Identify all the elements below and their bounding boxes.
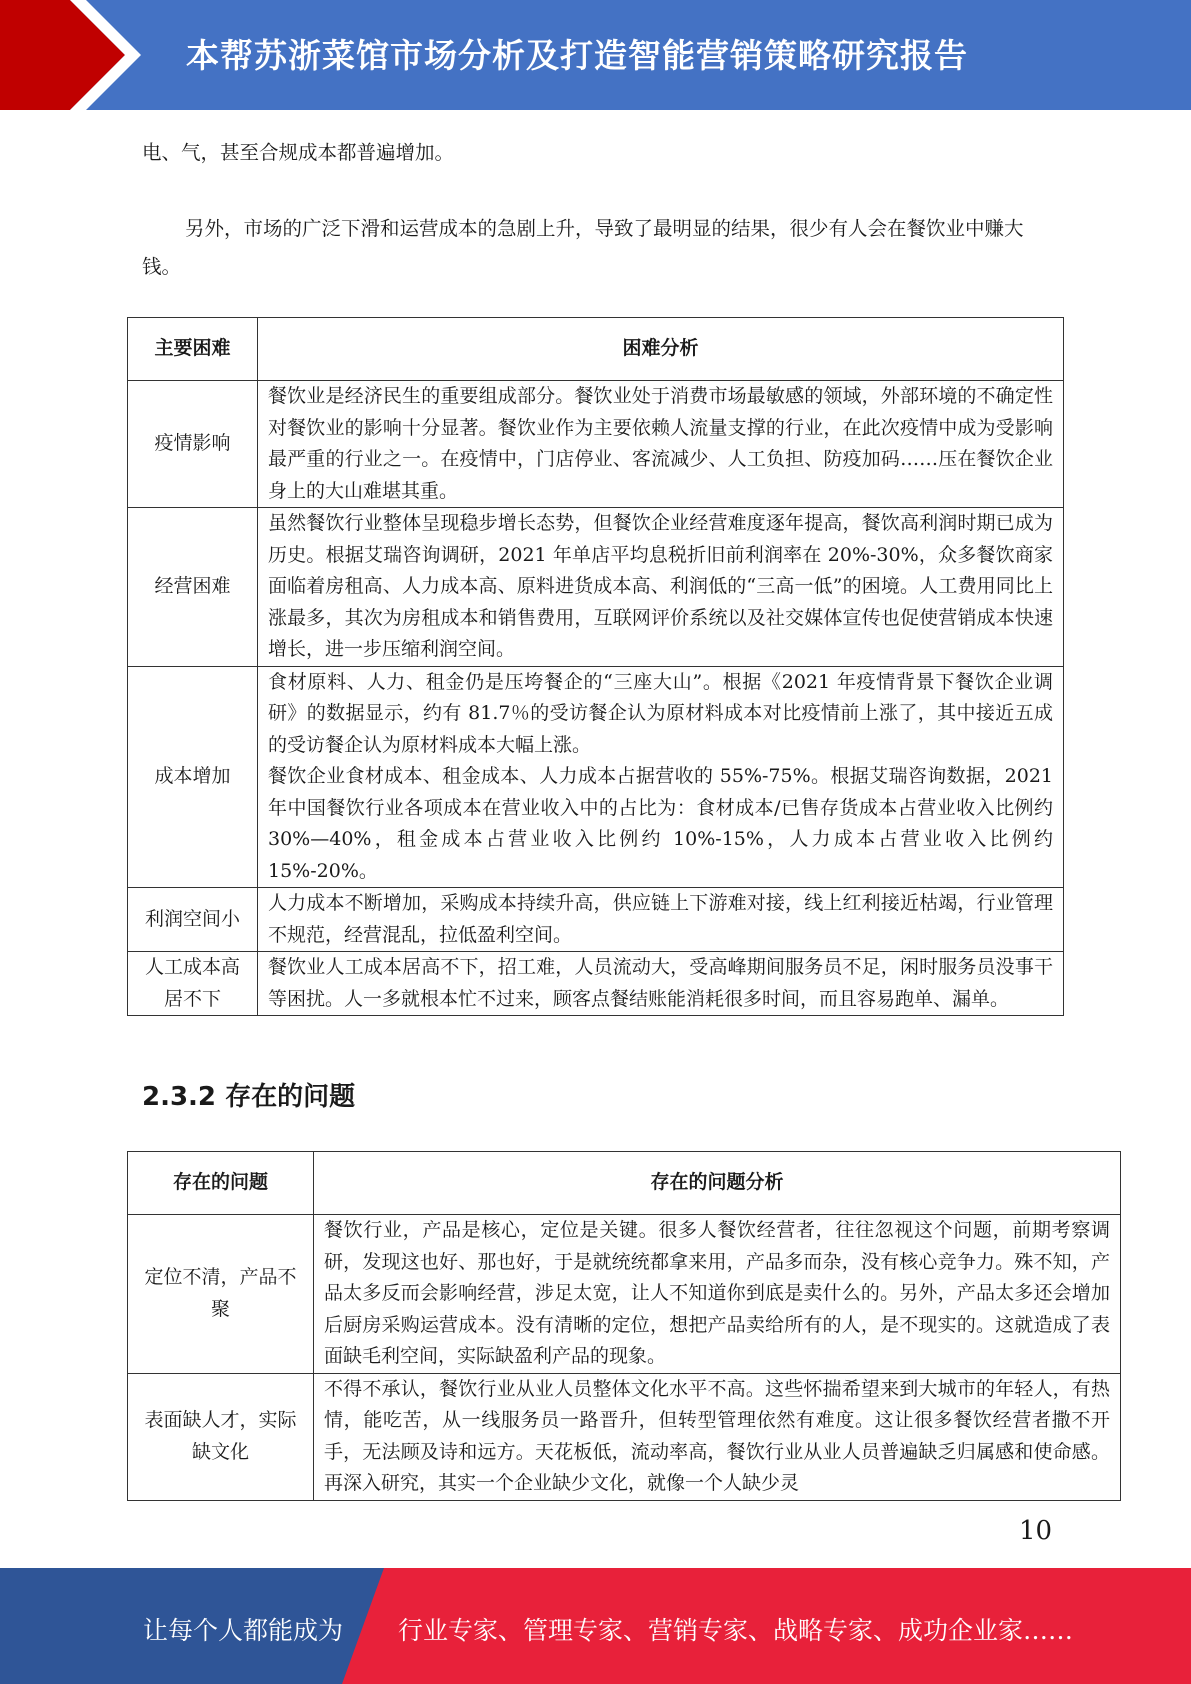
row-analysis: 不得不承认，餐饮行业从业人员整体文化水平不高。这些怀揣希望来到大城市的年轻人，有热情，能吃苦，从一线服务员一路晋升，但转型管理依然有难度。这让很多餐饮经营者撒不开手，无法顾及诗和远方。天花板低，流动率高，餐饮行业从业人员普遍缺乏归属感和使命感。再深入研究，其实一个企业缺少文化，就像一个人缺少灵	[314, 1373, 1121, 1500]
row-key: 成本增加	[128, 666, 258, 888]
table-row	[128, 381, 1064, 508]
column-header-problem-analysis: 存在的问题分析	[314, 1152, 1121, 1215]
row-analysis: 食材原料、人力、租金仍是压垮餐企的“三座大山”。根据《2021 年疫情背景下餐饮企业调研》的数据显示，约有 81.7％的受访餐企认为原材料成本对比疫情前上涨了，其中接近五成的受访餐企认为原材料成本大幅上涨。 餐饮企业食材成本、租金成本、人力成本占据营收的 55%-75%。根据艾瑞咨询数据，2021 年中国餐饮行业各项成本在营业收入中的占比为：食材成本/已售存货成本占营业收入比例约 30%—40%，租金成本占营业收入比例约 10%-15%，人力成本占营业收入比例约 15%-20%。	[258, 666, 1064, 888]
table-row	[128, 666, 1064, 888]
footer-slogan-right: 行业专家、管理专家、营销专家、战略专家、成功企业家……	[398, 1616, 1074, 1645]
row-key: 利润空间小	[128, 888, 258, 952]
column-header-analysis: 困难分析	[258, 318, 1064, 381]
row-analysis: 餐饮业是经济民生的重要组成部分。餐饮业处于消费市场最敏感的领域，外部环境的不确定性对餐饮业的影响十分显著。餐饮业作为主要依赖人流量支撑的行业，在此次疫情中成为受影响最严重的行业之一。在疫情中，门店停业、客流减少、人工负担、防疫加码……压在餐饮企业身上的大山难堪其重。	[258, 381, 1064, 508]
section-heading	[142, 1076, 355, 1113]
paragraph-1: 电、气，甚至合规成本都普遍增加。	[142, 141, 455, 164]
page-header	[0, 0, 1191, 110]
table-row	[128, 1215, 1121, 1374]
row-analysis: 人力成本不断增加，采购成本持续升高，供应链上下游难对接，线上红利接近枯竭，行业管理不规范，经营混乱，拉低盈利空间。	[258, 888, 1064, 952]
table-row	[128, 952, 1064, 1016]
row-key: 定位不清，产品不聚	[128, 1215, 314, 1374]
table-header-row	[128, 1152, 1121, 1215]
table-row	[128, 1373, 1121, 1500]
row-key: 疫情影响	[128, 381, 258, 508]
row-key: 人工成本高居不下	[128, 952, 258, 1016]
row-analysis: 虽然餐饮行业整体呈现稳步增长态势，但餐饮企业经营难度逐年提高，餐饮高利润时期已成为历史。根据艾瑞咨询调研，2021 年单店平均息税折旧前利润率在 20%-30%，众多餐饮商家面临着房租高、人力成本高、原料进货成本高、利润低的“三高一低”的困境。人工费用同比上涨最多，其次为房租成本和销售费用，互联网评价系统以及社交媒体宣传也促使营销成本快速增长，进一步压缩利润空间。	[258, 508, 1064, 667]
section-title: 存在的问题	[225, 1082, 356, 1112]
row-analysis: 餐饮行业，产品是核心，定位是关键。很多人餐饮经营者，往往忽视这个问题，前期考察调研，发现这也好、那也好，于是就统统都拿来用，产品多而杂，没有核心竞争力。殊不知，产品太多反而会影响经营，涉足太宽，让人不知道你到底是卖什么的。另外，产品太多还会增加后厨房采购运营成本。没有清晰的定位，想把产品卖给所有的人，是不现实的。这就造成了表面缺毛利空间，实际缺盈利产品的现象。	[314, 1215, 1121, 1374]
page-number: 10	[1019, 1516, 1053, 1546]
difficulties-table	[127, 317, 1064, 1016]
report-title: 本帮苏浙菜馆市场分析及打造智能营销策略研究报告	[186, 36, 968, 75]
row-key: 经营困难	[128, 508, 258, 667]
column-header-difficulty: 主要困难	[128, 318, 258, 381]
table-row	[128, 888, 1064, 952]
table-row	[128, 508, 1064, 667]
paragraph-2: 另外，市场的广泛下滑和运营成本的急剧上升，导致了最明显的结果，很少有人会在餐饮业中赚大钱。	[142, 217, 1024, 278]
table-header-row	[128, 318, 1064, 381]
section-number: 2.3.2	[142, 1082, 217, 1112]
problems-table	[127, 1151, 1121, 1501]
row-key: 表面缺人才，实际缺文化	[128, 1373, 314, 1500]
row-analysis: 餐饮业人工成本居高不下，招工难，人员流动大，受高峰期间服务员不足，闲时服务员没事干等困扰。人一多就根本忙不过来，顾客点餐结账能消耗很多时间，而且容易跑单、漏单。	[258, 952, 1064, 1016]
column-header-problem: 存在的问题	[128, 1152, 314, 1215]
footer-slogan-left: 让每个人都能成为	[143, 1616, 344, 1645]
